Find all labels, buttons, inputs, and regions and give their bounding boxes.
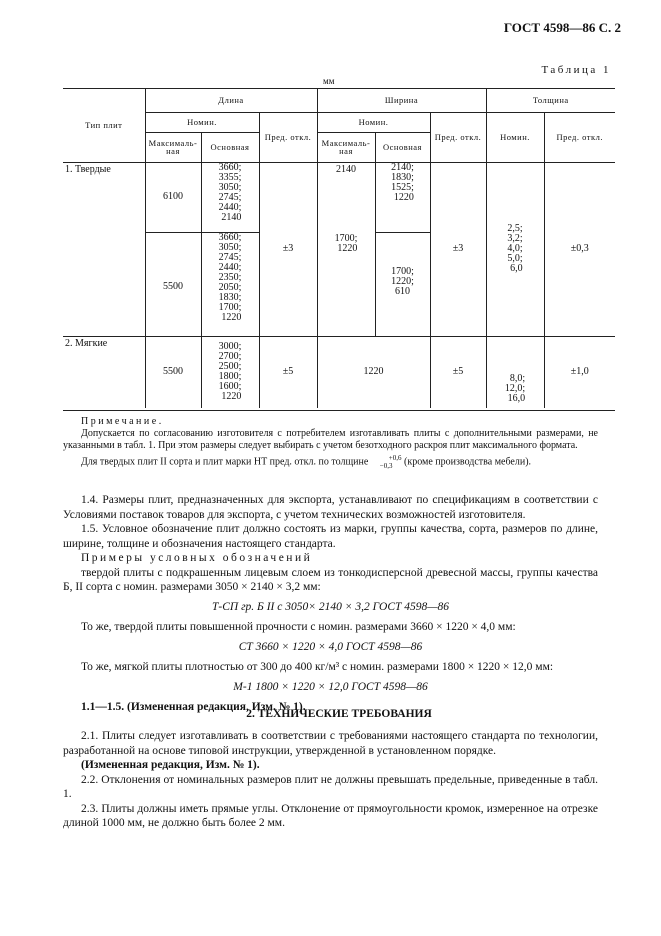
para-1-4: 1.4. Размеры плит, предназначенных для экспорта, устанавливают по спецификациям в соответствии с Условиями поставок товаров для экспорта, с учетом технических возможностей изготовителя. <box>63 494 598 521</box>
para-2-3: 2.3. Плиты должны иметь прямые углы. Отклонение от прямоугольности кромок, измеренное на отрезке длиной 1000 мм, не должно быть более 2 мм. <box>63 802 598 829</box>
dimensions-table <box>63 88 615 408</box>
section-2-heading: 2. ТЕХНИЧЕСКИЕ ТРЕБОВАНИЯ <box>246 708 432 720</box>
cell-soft-thick-tol: ±1,0 <box>544 336 615 408</box>
width-header: Ширина <box>317 88 486 112</box>
cell-soft-width: 1220 <box>317 336 430 408</box>
section-2-text <box>63 729 598 831</box>
note-title: Примечание. <box>81 416 164 427</box>
example-2-text: То же, твердой плиты повышенной прочности с номин. размерами 3660 × 1220 × 4,0 мм: <box>81 621 516 633</box>
cell-soft-thick: 8,0; 12,0; 16,0 <box>504 373 526 404</box>
units-label: мм <box>323 76 335 86</box>
cell-soft-len-tol: ±5 <box>259 336 317 408</box>
row-soft-label: 2. Мягкие <box>63 336 145 408</box>
table-caption: Таблица 1 <box>541 64 611 76</box>
cell-soft-len-max: 5500 <box>145 336 201 408</box>
tolerance-fraction <box>371 454 402 470</box>
length-max-header: Максималь-ная <box>145 132 201 162</box>
col-type-header: Тип плит <box>63 88 145 162</box>
cell-hard-width-tol: ±3 <box>430 162 486 336</box>
length-header: Длина <box>145 88 317 112</box>
width-nomin-header: Номин. <box>317 112 430 132</box>
cell-hard-len-main-a: 3660; 3355; 3050; 2745; 2440; 2140 <box>218 161 242 223</box>
examples-title: Примеры условных обозначений <box>81 552 313 564</box>
amendment-note-2: (Измененная редакция, Изм. № 1). <box>81 759 260 771</box>
example-3-code: М-1 1800 × 1220 × 12,0 ГОСТ 4598—86 <box>233 680 428 693</box>
cell-hard-len-tol: ±3 <box>259 162 317 336</box>
section-1-text <box>63 493 598 715</box>
cell-hard-width-main-a: 2140; 1830; 1525; 1220 <box>391 161 414 203</box>
length-main-header: Основная <box>201 132 259 162</box>
cell-hard-len-main-b: 3660; 3050; 2745; 2440; 2350; 2050; 1830; 1700; 1220 <box>218 231 242 323</box>
example-1-text: твердой плиты с подкрашенным лицевым слоем из тонкодисперсной древесной массы, группы качества Б, II сорта с номин. размерами 3050 × 2140 × 3,2 мм: <box>63 566 598 593</box>
tolerance-lower: −0,3 <box>379 462 393 470</box>
cell-hard-width-max-b: 1700; 1220 <box>334 233 358 254</box>
cell-hard-thick: 2,5; 3,2; 4,0; 5,0; 6,0 <box>507 223 523 274</box>
length-tol-header: Пред. откл. <box>259 112 317 162</box>
cell-soft-len-main: 3000; 2700; 2500; 1800; 1600; 1220 <box>218 341 242 403</box>
cell-hard-len-max-a: 6100 <box>145 162 201 232</box>
cell-soft-width-tol: ±5 <box>430 336 486 408</box>
para-2-2: 2.2. Отклонения от номинальных размеров плит не должны превышать предельные, приведенные в табл. 1. <box>63 773 598 800</box>
table-bottom-rule <box>63 410 615 411</box>
note-2 <box>63 454 598 470</box>
width-tol-header: Пред. откл. <box>430 112 486 162</box>
para-1-5: 1.5. Условное обозначение плит должно состоять из марки, группы качества, сорта, размеров по длине, ширине, толщине и обозначения настоящего стандарта. <box>63 523 598 550</box>
cell-hard-thick-tol: ±0,3 <box>544 162 615 336</box>
width-main-header: Основная <box>375 132 430 162</box>
thickness-nomin-header: Номин. <box>486 112 544 162</box>
cell-hard-len-max-b: 5500 <box>145 232 201 336</box>
example-3-text: То же, мягкой плиты плотностью от 300 до 400 кг/м³ с номин. размерами 1800 × 1220 × 12,0 мм: <box>81 661 554 673</box>
example-2-code: СТ 3660 × 1220 × 4,0 ГОСТ 4598—86 <box>238 640 423 653</box>
length-nomin-header: Номин. <box>145 112 259 132</box>
note-2-pre: Для твердых плит II сорта и плит марки НТ пред. откл. по толщине <box>81 456 369 468</box>
tolerance-upper: +0,6 <box>388 454 402 462</box>
para-2-1: 2.1. Плиты следует изготавливать в соответствии с требованиями настоящего стандарта по технологии, разработанной на основе типовой инструкции, утвержденной в установленном порядке. <box>63 730 598 757</box>
amendment-note-1: 1.1—1.5. (Измененная редакция, Изм. № 1). <box>81 701 306 713</box>
thickness-tol-header: Пред. откл. <box>544 112 615 162</box>
row-hard-label: 1. Твердые <box>65 163 111 175</box>
note-1: Допускается по согласованию изготовителя с потребителем изготавливать плиты с дополнительными размерами, не указанными в табл. 1. При этом размеры следует выбирать с учетом безотходного раскроя плит максимального формата. <box>63 428 598 451</box>
example-1-code: Т-СП гр. Б II с 3050× 2140 × 3,2 ГОСТ 4598—86 <box>212 600 449 613</box>
note-block <box>63 416 598 470</box>
thickness-header: Толщина <box>486 88 615 112</box>
cell-hard-width-main-b: 1700; 1220; 610 <box>391 265 414 297</box>
cell-hard-width-max-a: 2140 <box>317 162 375 232</box>
page-header: ГОСТ 4598—86 С. 2 <box>503 20 621 35</box>
width-max-header: Максималь-ная <box>317 132 375 162</box>
note-2-post: (кроме производства мебели). <box>404 456 532 468</box>
